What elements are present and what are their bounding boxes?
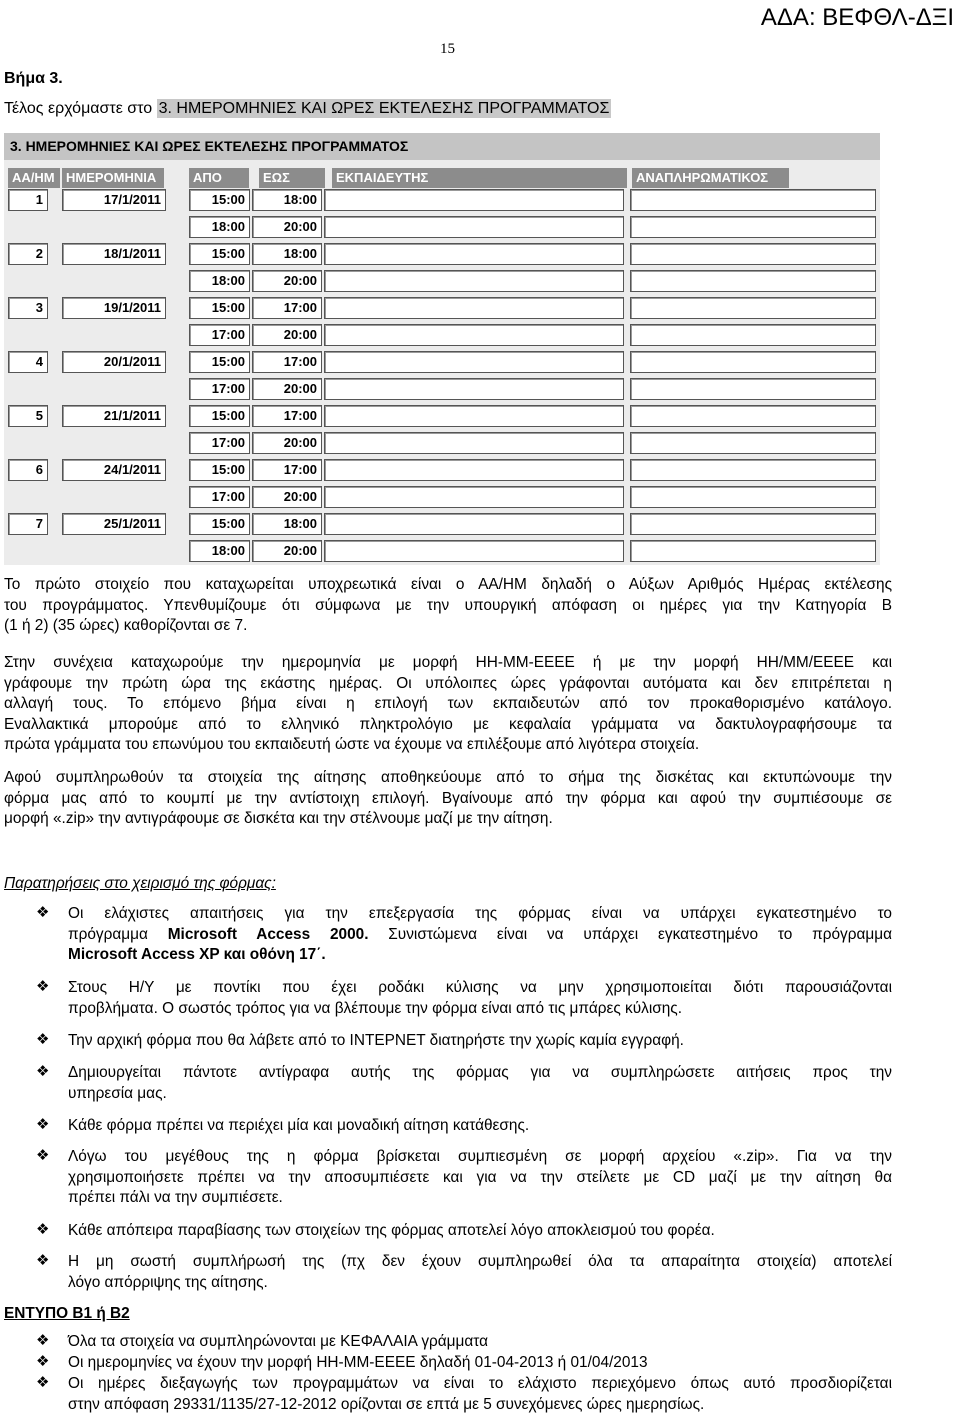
trainer-field[interactable] <box>324 459 624 481</box>
bullet-line <box>68 999 892 1020</box>
bullet-icon: ❖ <box>36 1031 50 1048</box>
substitute-field[interactable] <box>630 540 876 562</box>
text-segment: στην απόφαση 29331/1135/27-12-2012 ορίζονται σε επτά με 5 συνεχόμενες ώρες ημερησίως. <box>68 1395 705 1413</box>
trainer-field[interactable] <box>324 378 624 400</box>
bullet-line <box>68 1395 892 1415</box>
aa-field[interactable]: 7 <box>8 513 48 535</box>
bullet-icon: ❖ <box>36 1374 50 1391</box>
bullet-icon: ❖ <box>36 978 50 995</box>
substitute-field[interactable] <box>630 189 876 211</box>
bullet-line <box>68 1031 892 1052</box>
substitute-field[interactable] <box>630 486 876 508</box>
bold-text: Microsoft Access XP και οθόνη 17΄. <box>68 946 326 964</box>
text-segment: Η μη σωστή συμπλήρωσή της (πχ δεν έχουν συμπληρωθεί όλα τα απαραίτητα στοιχεία) αποτελεί <box>68 1253 892 1270</box>
paragraph-line: αλλαγή τους. Το επόμενο βήμα είναι η επιλογή των εκπαιδευτών από τον προκαθορισμένο κατάλογο. <box>4 695 892 713</box>
col-aa-header: ΑΑ/ΗΜ <box>8 168 60 188</box>
text-segment: πρόγραμμα <box>68 925 168 943</box>
bullet-line <box>68 1116 892 1137</box>
bullet-line <box>68 1188 892 1209</box>
trainer-field[interactable] <box>324 243 624 265</box>
text-segment: προβλήματα. Ο σωστός τρόπος για να βλέπουμε την φόρμα είναι από τις μπάρες κύλισης. <box>68 999 683 1017</box>
date-field[interactable]: 20/1/2011 <box>62 351 166 373</box>
to-field[interactable]: 17:00 <box>252 459 322 481</box>
bullet-line <box>68 1332 892 1353</box>
paragraph-line: του προγράμματος. Υπενθυμίζουμε ότι σύμφωνα με την υπουργική απόφαση οι ημέρες για την Κατηγορία Β <box>4 596 892 614</box>
intro-line <box>4 100 611 118</box>
text-segment: υπηρεσία μας. <box>68 1084 167 1102</box>
bullet-icon: ❖ <box>36 1221 50 1238</box>
paragraph-line: μορφή «.zip» την αντιγράφουμε σε δισκέτα και την στέλνουμε μαζί με την αίτηση. <box>4 810 553 828</box>
bullet-line <box>68 1353 892 1374</box>
bullet-line <box>68 1374 892 1395</box>
text-segment: Όλα τα στοιχεία να συμπληρώνονται με ΚΕΦΑΛΑΙΑ γράμματα <box>68 1333 489 1350</box>
to-field[interactable]: 17:00 <box>252 297 322 319</box>
form-title: 3. ΗΜΕΡΟΜΗΝΙΕΣ ΚΑΙ ΩΡΕΣ ΕΚΤΕΛΕΣΗΣ ΠΡΟΓΡΑΜΜΑΤΟΣ <box>4 133 880 160</box>
to-field[interactable]: 20:00 <box>252 540 322 562</box>
text-segment: λόγο απόρριψης της αίτησης. <box>68 1273 268 1291</box>
bullet-icon: ❖ <box>36 1332 50 1349</box>
text-segment: Οι ημερομηνίες να έχουν την μορφή ΗΗ-ΜΜ-ΕΕΕΕ δηλαδή 01-04-2013 ή 01/04/2013 <box>68 1354 648 1371</box>
bullet-line <box>68 1168 892 1189</box>
text-segment: Οι ημέρες διεξαγωγής των προγραμμάτων να είναι το ελάχιστο περιεχόμενο όπως αυτό προσδιορίζεται <box>68 1375 892 1392</box>
substitute-field[interactable] <box>630 216 876 238</box>
from-field[interactable]: 15:00 <box>189 297 250 319</box>
to-field[interactable]: 17:00 <box>252 351 322 373</box>
text-segment: Κάθε απόπειρα παραβίασης των στοιχείων της φόρμας αποτελεί λόγο αποκλεισμού του φορέα. <box>68 1222 715 1239</box>
text-segment: χρησιμοποιήσετε πρέπει να την αποσυμπιέσετε και για να την στείλετε με CD μαζί με την αίτηση θα <box>68 1168 892 1186</box>
to-field[interactable]: 18:00 <box>252 513 322 535</box>
date-field[interactable]: 25/1/2011 <box>62 513 166 535</box>
substitute-field[interactable] <box>630 297 876 319</box>
substitute-field[interactable] <box>630 270 876 292</box>
paragraph-line: φόρμα μας από το κουμπί με την αντίστοιχη επιλογή. Βγαίνουμε από την φόρμα και αφού την συμπιέσουμε σε <box>4 789 892 807</box>
from-field[interactable]: 15:00 <box>189 405 250 427</box>
paragraph-line: πρώτα γράμματα του επωνύμου του εκπαιδευτή ώστε να έχουμε να επιλέξουμε από λιγότερα στοιχεία. <box>4 736 700 754</box>
date-field[interactable]: 21/1/2011 <box>62 405 166 427</box>
to-field[interactable]: 18:00 <box>252 189 322 211</box>
intro-highlight: 3. ΗΜΕΡΟΜΗΝΙΕΣ ΚΑΙ ΩΡΕΣ ΕΚΤΕΛΕΣΗΣ ΠΡΟΓΡΑΜΜΑΤΟΣ <box>158 100 610 117</box>
trainer-field[interactable] <box>324 513 624 535</box>
schedule-form-screenshot <box>4 133 880 565</box>
substitute-field[interactable] <box>630 378 876 400</box>
to-field[interactable]: 20:00 <box>252 324 322 346</box>
to-field[interactable]: 20:00 <box>252 216 322 238</box>
substitute-field[interactable] <box>630 405 876 427</box>
col-from-header: ΑΠΟ <box>189 168 249 188</box>
date-field[interactable]: 24/1/2011 <box>62 459 166 481</box>
paragraph-line: Εναλλακτικά μπορούμε από το ελληνικό πληκτρολόγιο με κεφαλαία γράμματα να δακτυλογραφήσουμε τα <box>4 715 892 733</box>
to-field[interactable]: 18:00 <box>252 243 322 265</box>
aa-field[interactable]: 3 <box>8 297 48 319</box>
from-field[interactable]: 15:00 <box>189 351 250 373</box>
col-to-header: ΕΩΣ <box>259 168 325 188</box>
paragraph-line: Το πρώτο στοιχείο που καταχωρείται υποχρεωτικά είναι ο ΑΑ/ΗΜ δηλαδή ο Αύξων Αριθμός Ημέρας εκτέλεσης <box>4 576 892 593</box>
text-segment: Δημιουργείται πάντοτε αντίγραφα αυτής της φόρμας για να συμπληρώσετε αιτήσεις προς την <box>68 1064 892 1081</box>
aa-field[interactable]: 2 <box>8 243 48 265</box>
from-field[interactable]: 15:00 <box>189 459 250 481</box>
trainer-field[interactable] <box>324 216 624 238</box>
step-title: Βήμα 3. <box>4 70 63 87</box>
bullet-line <box>68 1273 892 1294</box>
aa-field[interactable]: 1 <box>8 189 48 211</box>
paragraph-line: Αφού συμπληρωθούν τα στοιχεία της αίτησης αποθηκεύουμε από το σήμα της δισκέτας και εκτυπώνουμε την <box>4 769 892 786</box>
from-field[interactable]: 17:00 <box>189 378 250 400</box>
bullet-icon: ❖ <box>36 1147 50 1164</box>
to-field[interactable]: 20:00 <box>252 270 322 292</box>
col-substitute-header: ΑΝΑΠΛΗΡΩΜΑΤΙΚΟΣ <box>632 168 789 188</box>
paragraph-line: Στην συνέχεια καταχωρούμε την ημερομηνία με μορφή ΗΗ-ΜΜ-ΕΕΕΕ ή με την μορφή ΗΗ/ΜΜ/ΕΕΕΕ και <box>4 654 892 671</box>
trainer-field[interactable] <box>324 405 624 427</box>
bullet-icon: ❖ <box>36 1353 50 1370</box>
col-trainer-header: ΕΚΠΑΙΔΕΥΤΗΣ <box>332 168 627 188</box>
date-field[interactable]: 18/1/2011 <box>62 243 166 265</box>
trainer-field[interactable] <box>324 324 624 346</box>
to-field[interactable]: 20:00 <box>252 378 322 400</box>
col-date-header: ΗΜΕΡΟΜΗΝΙΑ <box>62 168 164 188</box>
trainer-field[interactable] <box>324 540 624 562</box>
bold-text: Microsoft Access 2000. <box>167 925 369 943</box>
text-segment: Την αρχική φόρμα που θα λάβετε από το ΙΝΤΕΡΝΕΤ διατηρήστε την χωρίς καμία εγγραφή. <box>68 1032 684 1049</box>
intro-prefix: Τέλος ερχόμαστε στο <box>4 100 157 117</box>
bullet-line <box>68 1084 892 1105</box>
substitute-field[interactable] <box>630 459 876 481</box>
notes-heading: Παρατηρήσεις στο χειρισμό της φόρμας: <box>4 875 276 892</box>
from-field[interactable]: 15:00 <box>189 243 250 265</box>
bullet-line <box>68 1252 892 1273</box>
bullet-icon: ❖ <box>36 1063 50 1080</box>
substitute-field[interactable] <box>630 243 876 265</box>
substitute-field[interactable] <box>630 324 876 346</box>
bullet-icon: ❖ <box>36 1116 50 1133</box>
from-field[interactable]: 17:00 <box>189 324 250 346</box>
substitute-field[interactable] <box>630 432 876 454</box>
bullet-icon: ❖ <box>36 1252 50 1269</box>
bullet-line <box>68 978 892 999</box>
bullet-line <box>68 925 892 946</box>
trainer-field[interactable] <box>324 351 624 373</box>
from-field[interactable]: 15:00 <box>189 513 250 535</box>
date-field[interactable]: 17/1/2011 <box>62 189 166 211</box>
from-field[interactable]: 15:00 <box>189 189 250 211</box>
text-segment: πρέπει πάλι να την συμπιέσετε. <box>68 1189 283 1207</box>
entypo-heading: ΕΝΤΥΠΟ Β1 ή Β2 <box>4 1305 130 1322</box>
substitute-field[interactable] <box>630 351 876 373</box>
bullet-icon: ❖ <box>36 904 50 921</box>
from-field[interactable]: 17:00 <box>189 486 250 508</box>
to-field[interactable]: 20:00 <box>252 486 322 508</box>
bullet-line <box>68 945 892 966</box>
date-field[interactable]: 19/1/2011 <box>62 297 166 319</box>
aa-field[interactable]: 5 <box>8 405 48 427</box>
bullet-line <box>68 1147 892 1168</box>
ada-code: ΑΔΑ: ΒΕΦΘΛ-ΔΞΙ <box>760 4 954 31</box>
trainer-field[interactable] <box>324 189 624 211</box>
paragraph-line: γράφουμε την πρώτη ώρα της εκάστης ημέρας. Οι υπόλοιπες ώρες γράφονται αυτόματα και δεν επιτρέπεται η <box>4 674 892 692</box>
bullet-line <box>68 1063 892 1084</box>
page-number: 15 <box>440 41 455 57</box>
trainer-field[interactable] <box>324 486 624 508</box>
from-field[interactable]: 17:00 <box>189 432 250 454</box>
text-segment: Οι ελάχιστες απαιτήσεις για την επεξεργασία της φόρμας είναι να υπάρχει εγκατεστημένο το <box>68 905 892 922</box>
from-field[interactable]: 18:00 <box>189 270 250 292</box>
trainer-field[interactable] <box>324 432 624 454</box>
bullet-line <box>68 1221 892 1242</box>
text-segment: Συνιστώμενα είναι να υπάρχει εγκατεστημένο το πρόγραμμα <box>368 925 892 943</box>
text-segment: Κάθε φόρμα πρέπει να περιέχει μία και μοναδική αίτηση κατάθεσης. <box>68 1117 530 1134</box>
aa-field[interactable]: 4 <box>8 351 48 373</box>
paragraph-line: (1 ή 2) (35 ώρες) καθορίζονται σε 7. <box>4 617 248 635</box>
substitute-field[interactable] <box>630 513 876 535</box>
text-segment: Στους Η/Υ με ποντίκι που έχει ροδάκι κύλισης να μην χρησιμοποιείται διότι παρουσιάζονται <box>68 979 892 996</box>
from-field[interactable]: 18:00 <box>189 540 250 562</box>
from-field[interactable]: 18:00 <box>189 216 250 238</box>
to-field[interactable]: 20:00 <box>252 432 322 454</box>
text-segment: Λόγω του μεγέθους της η φόρμα βρίσκεται συμπιεσμένη σε μορφή αρχείου «.zip». Για να την <box>68 1148 892 1165</box>
aa-field[interactable]: 6 <box>8 459 48 481</box>
to-field[interactable]: 17:00 <box>252 405 322 427</box>
bullet-line <box>68 904 892 925</box>
trainer-field[interactable] <box>324 270 624 292</box>
trainer-field[interactable] <box>324 297 624 319</box>
